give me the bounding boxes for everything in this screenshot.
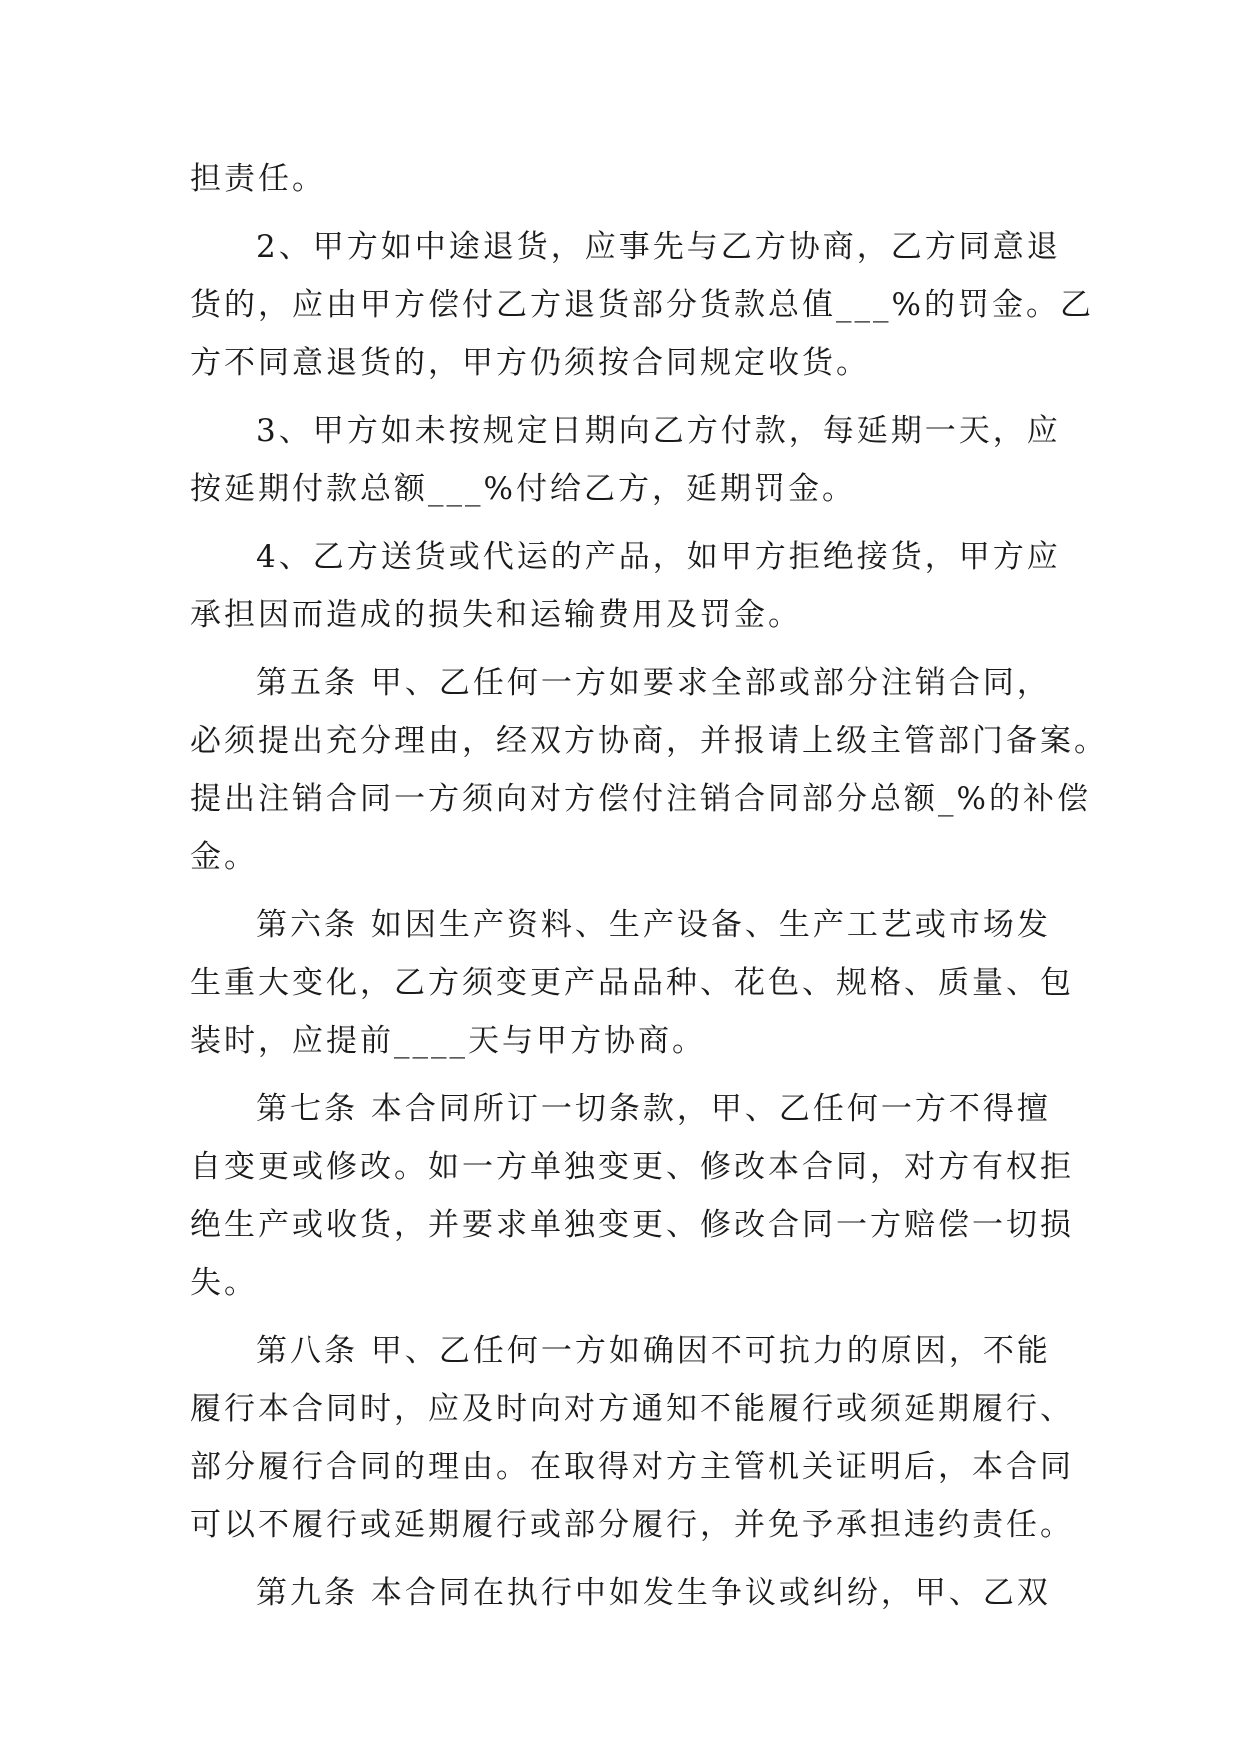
paragraph-line: 失。 (190, 1265, 258, 1301)
paragraph-first-line: 2、甲方如中途退货，应事先与乙方协商，乙方同意退 (256, 229, 1061, 265)
paragraph-first-line: 第六条 如因生产资料、生产设备、生产工艺或市场发 (256, 907, 1051, 943)
paragraph-first-line: 第八条 甲、乙任何一方如确因不可抗力的原因，不能 (256, 1333, 1051, 1369)
paragraph-line: 必须提出充分理由，经双方协商，并报请上级主管部门备案。 (190, 723, 1108, 759)
paragraph-line: 可以不履行或延期履行或部分履行，并免予承担违约责任。 (190, 1507, 1074, 1543)
paragraph-first-line: 4、乙方送货或代运的产品，如甲方拒绝接货，甲方应 (256, 539, 1061, 575)
paragraph-line: 部分履行合同的理由。在取得对方主管机关证明后，本合同 (190, 1449, 1074, 1485)
paragraph-line: 提出注销合同一方须向对方偿付注销合同部分总额_%的补偿 (190, 781, 1091, 817)
paragraph-line: 绝生产或收货，并要求单独变更、修改合同一方赔偿一切损 (190, 1207, 1074, 1243)
paragraph-line: 金。 (190, 839, 258, 875)
paragraph-line: 按延期付款总额___%付给乙方，延期罚金。 (190, 471, 856, 507)
paragraph-line: 承担因而造成的损失和运输费用及罚金。 (190, 597, 802, 633)
paragraph-first-line: 第九条 本合同在执行中如发生争议或纠纷，甲、乙双 (256, 1575, 1051, 1611)
paragraph-line: 生重大变化，乙方须变更产品品种、花色、规格、质量、包 (190, 965, 1074, 1001)
paragraph-line: 货的，应由甲方偿付乙方退货部分货款总值___%的罚金。乙 (190, 287, 1094, 323)
paragraph-line: 履行本合同时，应及时向对方通知不能履行或须延期履行、 (190, 1391, 1074, 1427)
paragraph-line: 自变更或修改。如一方单独变更、修改本合同，对方有权拒 (190, 1149, 1074, 1185)
paragraph-first-line: 3、甲方如未按规定日期向乙方付款，每延期一天，应 (256, 413, 1061, 449)
paragraph-line: 方不同意退货的，甲方仍须按合同规定收货。 (190, 345, 870, 381)
document-body (190, 150, 1108, 1622)
paragraph-line: 担责任。 (190, 161, 326, 197)
paragraph-first-line: 第五条 甲、乙任何一方如要求全部或部分注销合同， (256, 665, 1051, 701)
paragraph-first-line: 第七条 本合同所订一切条款，甲、乙任何一方不得擅 (256, 1091, 1051, 1127)
paragraph-line: 装时，应提前____天与甲方协商。 (190, 1023, 706, 1059)
